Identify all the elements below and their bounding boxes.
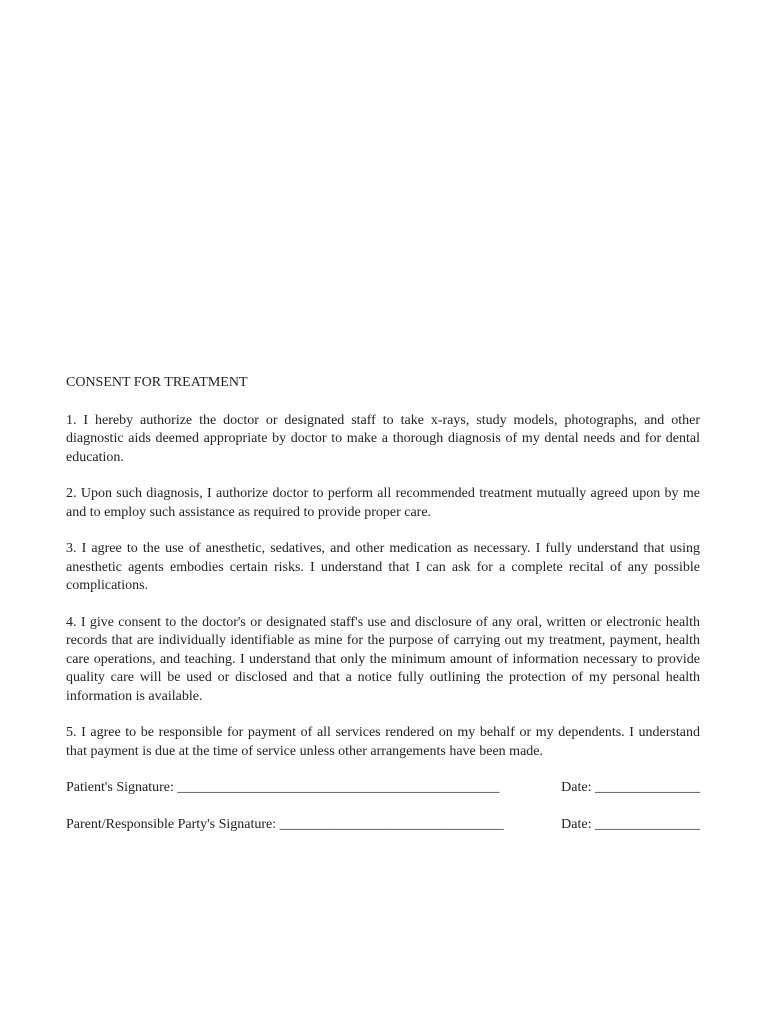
parent-date-line[interactable]: Date: _______________ <box>561 816 700 832</box>
patient-signature-row <box>66 779 700 798</box>
document-title: CONSENT FOR TREATMENT <box>66 375 248 390</box>
paragraph-4: 4. I give consent to the doctor's or designated staff's use and disclosure of any oral, written or electronic health records that are individually identifiable as mine for the purpose of carrying out my treatment, payment, health care operations, and teaching. I understand that only the minimum amount of information necessary to provide quality care will be used or disclosed and that a notice fully outlining the protection of my personal health information is available. <box>66 614 700 704</box>
paragraph-3: 3. I agree to the use of anesthetic, sedatives, and other medication as necessary. I fully understand that using anesthetic agents embodies certain risks. I understand that I can ask for a complete recital of any possible complications. <box>66 541 700 593</box>
parent-signature-line[interactable]: Parent/Responsible Party's Signature: ________________________________ <box>66 816 504 832</box>
paragraph-1: 1. I hereby authorize the doctor or designated staff to take x-rays, study models, photographs, and other diagnostic aids deemed appropriate by doctor to make a thorough diagnosis of my dental needs and for dental education. <box>66 412 700 465</box>
consent-form <box>66 374 700 834</box>
patient-signature-line[interactable]: Patient's Signature: ______________________________________________ <box>66 780 500 795</box>
patient-date-line[interactable]: Date: _______________ <box>561 780 700 795</box>
paragraph-2: 2. Upon such diagnosis, I authorize doctor to perform all recommended treatment mutually agreed upon by me and to employ such assistance as required to provide proper care. <box>66 486 700 520</box>
parent-signature-row <box>66 816 700 835</box>
paragraph-5: 5. I agree to be responsible for payment of all services rendered on my behalf or my dependents. I understand that payment is due at the time of service unless other arrangements have been made. <box>66 725 700 759</box>
